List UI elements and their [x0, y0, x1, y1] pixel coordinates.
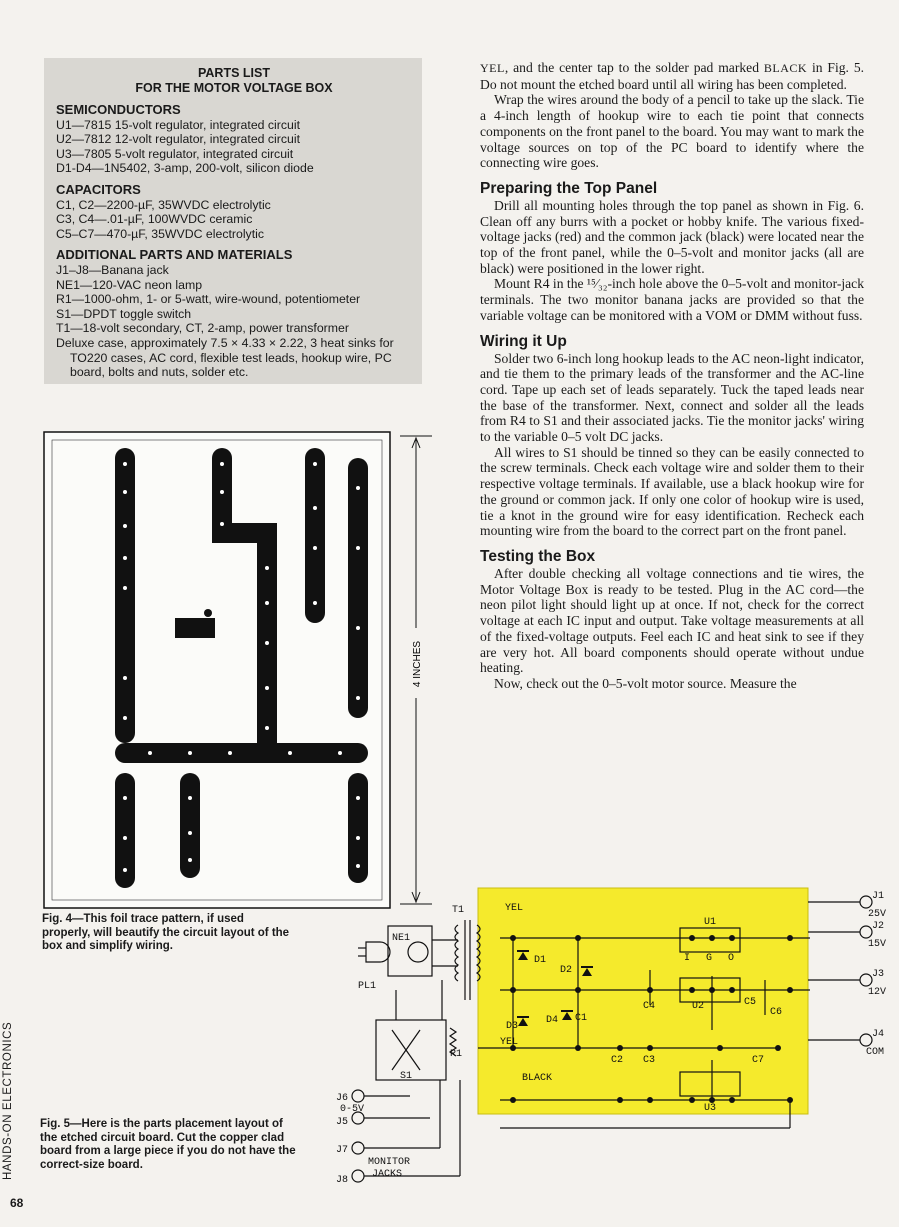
article-paragraph: Solder two 6-inch long hookup leads to the AC neon-light indicator, and tie them to the primary leads of the transformer and the AC-line cord. Tape up each set of leads separately. Tuck the taped leads near the base of the transformer. Next, connect and solder all the leads from R4 to S1 and their associated jacks. Tie the monitor jacks' wiring to the variable 0–5 volt DC jacks. [480, 350, 864, 445]
label-d2: D2 [560, 965, 573, 976]
label-j8: J8 [336, 1175, 349, 1186]
part-item: C5–C7—470-µF, 35WVDC electrolytic [56, 226, 265, 241]
label-j6: J6 [336, 1093, 349, 1104]
label-c6: C6 [770, 1007, 783, 1018]
fig5-caption: Fig. 5—Here is the parts placement layout of the etched circuit board. Cut the copper clad board from a large piece if you do not have the correct-size board. [40, 1118, 296, 1171]
label-black: BLACK [522, 1073, 553, 1084]
part-item: C3, C4—.01-µF, 100WVDC ceramic [56, 212, 253, 227]
label-u1: U1 [704, 917, 717, 928]
label-yel-top: YEL [505, 903, 524, 914]
article-paragraph: Mount R4 in the ¹⁵⁄₃₂-inch hole above the 0–5-volt and monitor-jack terminals. The two monitor banana jacks are provided so that the variable voltage can be monitored with a VOM or DMM without fuss. [480, 276, 864, 323]
label-j1: J1 [872, 891, 885, 902]
label-r1: R1 [450, 1049, 463, 1060]
section-heading: ADDITIONAL PARTS AND MATERIALS [56, 247, 293, 263]
label-pin-o: O [728, 953, 735, 964]
section-heading-wiring: Wiring it Up [480, 332, 567, 350]
label-c4: C4 [643, 1001, 656, 1012]
label-j7: J7 [336, 1145, 349, 1156]
section-heading-testing: Testing the Box [480, 547, 596, 565]
section-heading-top-panel: Preparing the Top Panel [480, 179, 658, 197]
part-item: J1–J8—Banana jack [56, 262, 169, 277]
label-c2: C2 [611, 1055, 624, 1066]
article-paragraph: YEL, and the center tap to the solder pad marked BLACK in Fig. 5. Do not mount the etched board until all wiring has been completed. [480, 60, 865, 92]
label-t1: T1 [452, 905, 465, 916]
label-c3: C3 [643, 1055, 656, 1066]
part-item: S1—DPDT toggle switch [56, 306, 192, 321]
section-heading: SEMICONDUCTORS [56, 102, 181, 117]
label-j1-voltage: 25V [868, 909, 887, 920]
label-c5: C5 [744, 997, 757, 1008]
label-j3: J3 [872, 969, 885, 980]
label-j3-voltage: 12V [868, 987, 887, 998]
label-pin-i: I [684, 953, 691, 964]
parts-list-title: PARTS LIST FOR THE MOTOR VOLTAGE BOX [135, 66, 333, 95]
article-paragraph: All wires to S1 should be tinned so they can be easily connected to the screw terminals. Check each voltage wire and solder them to their respective voltage terminals. If available, use a black hookup wire for the ground or common jack. If only one color of hookup wire is used, tie a knot in the ground wire for easy identification. Recheck each mounting wire from the board to the correct part on the front panel. [480, 444, 864, 539]
part-item: D1-D4—1N5402, 3-amp, 200-volt, silicon diode [56, 161, 314, 176]
part-item: U1—7815 15-volt regulator, integrated circuit [56, 117, 301, 132]
part-item: C1, C2—2200-µF, 35WVDC electrolytic [56, 197, 271, 212]
label-c1: C1 [575, 1013, 588, 1024]
part-item: U3—7805 5-volt regulator, integrated circuit [56, 146, 294, 161]
label-u3: U3 [704, 1103, 717, 1114]
label-ne1: NE1 [392, 933, 411, 944]
article-body [480, 60, 864, 692]
label-d3: D3 [506, 1021, 519, 1032]
label-jacks: JACKS [372, 1169, 403, 1180]
label-j2: J2 [872, 921, 885, 932]
label-j5: J5 [336, 1117, 349, 1128]
label-d1: D1 [534, 955, 547, 966]
part-item: NE1—120-VAC neon lamp [56, 277, 203, 292]
label-c7: C7 [752, 1055, 765, 1066]
placement-drawing [300, 880, 890, 1192]
foil-pattern-figure [40, 428, 436, 912]
label-j4: J4 [872, 1029, 885, 1040]
label-s1: S1 [400, 1071, 413, 1082]
article-paragraph: Wrap the wires around the body of a pencil to take up the slack. Tie a 4-inch length of hookup wire to each tie point that connects components on the front panel to the board. You may want to mark the voltage sources on top of the PC board to identify where the connecting wire goes. [480, 92, 864, 171]
article-paragraph: Now, check out the 0–5-volt motor source. Measure the [494, 675, 797, 691]
foil-pattern-drawing [40, 428, 436, 912]
parts-list-box [44, 58, 422, 384]
label-u2: U2 [692, 1001, 705, 1012]
placement-figure [300, 880, 890, 1192]
label-yel-mid: YEL [500, 1037, 519, 1048]
magazine-name: HANDS-ON ELECTRONICS [2, 1021, 14, 1180]
label-j4-voltage: COM [866, 1047, 885, 1058]
fig4-caption: Fig. 4—This foil trace pattern, if used properly, will beautify the circuit layout of the box and simplify wiring. [42, 913, 290, 952]
page-number: 68 [10, 1196, 24, 1210]
section-heading: CAPACITORS [56, 181, 141, 197]
foil-dimension-label: 4 INCHES [412, 640, 423, 688]
part-item: T1—18-volt secondary, CT, 2-amp, power transformer [56, 321, 349, 336]
label-monitor: MONITOR [368, 1157, 411, 1168]
label-pl1: PL1 [358, 981, 377, 992]
label-pin-g: G [706, 953, 713, 964]
label-d4: D4 [546, 1015, 559, 1026]
article-paragraph: Drill all mounting holes through the top panel as shown in Fig. 6. Clean off any burrs with a pocket or hobby knife. The various fixed-voltage jacks (red) and the common jack (black) were located near the top of the front panel, while the 0–5-volt and monitor jacks (all are black) were positioned in the lower right. [480, 197, 864, 276]
part-item: R1—1000-ohm, 1- or 5-watt, wire-wound, potentiometer [56, 292, 361, 307]
article-paragraph: After double checking all voltage connections and tie wires, the Motor Voltage Box is ready to be tested. Plug in the AC cord—the neon pilot light should light up at once. If not, check for the correct voltage at each IC input and output. Take voltage measurements at all of the fixed-voltage outputs. Feel each IC and heat sink to see if they are very hot. All board components should operate without undue heating. [480, 565, 864, 676]
label-range: 0-5V [340, 1104, 365, 1115]
part-item: Deluxe case, approximately 7.5 × 4.33 × 2.22, 3 heat sinks for TO220 cases, AC cord, flexible test leads, hookup wire, PC board, bolts and nuts, solder etc. [56, 335, 394, 380]
part-item: U2—7812 12-volt regulator, integrated circuit [56, 132, 301, 147]
label-j2-voltage: 15V [868, 939, 887, 950]
